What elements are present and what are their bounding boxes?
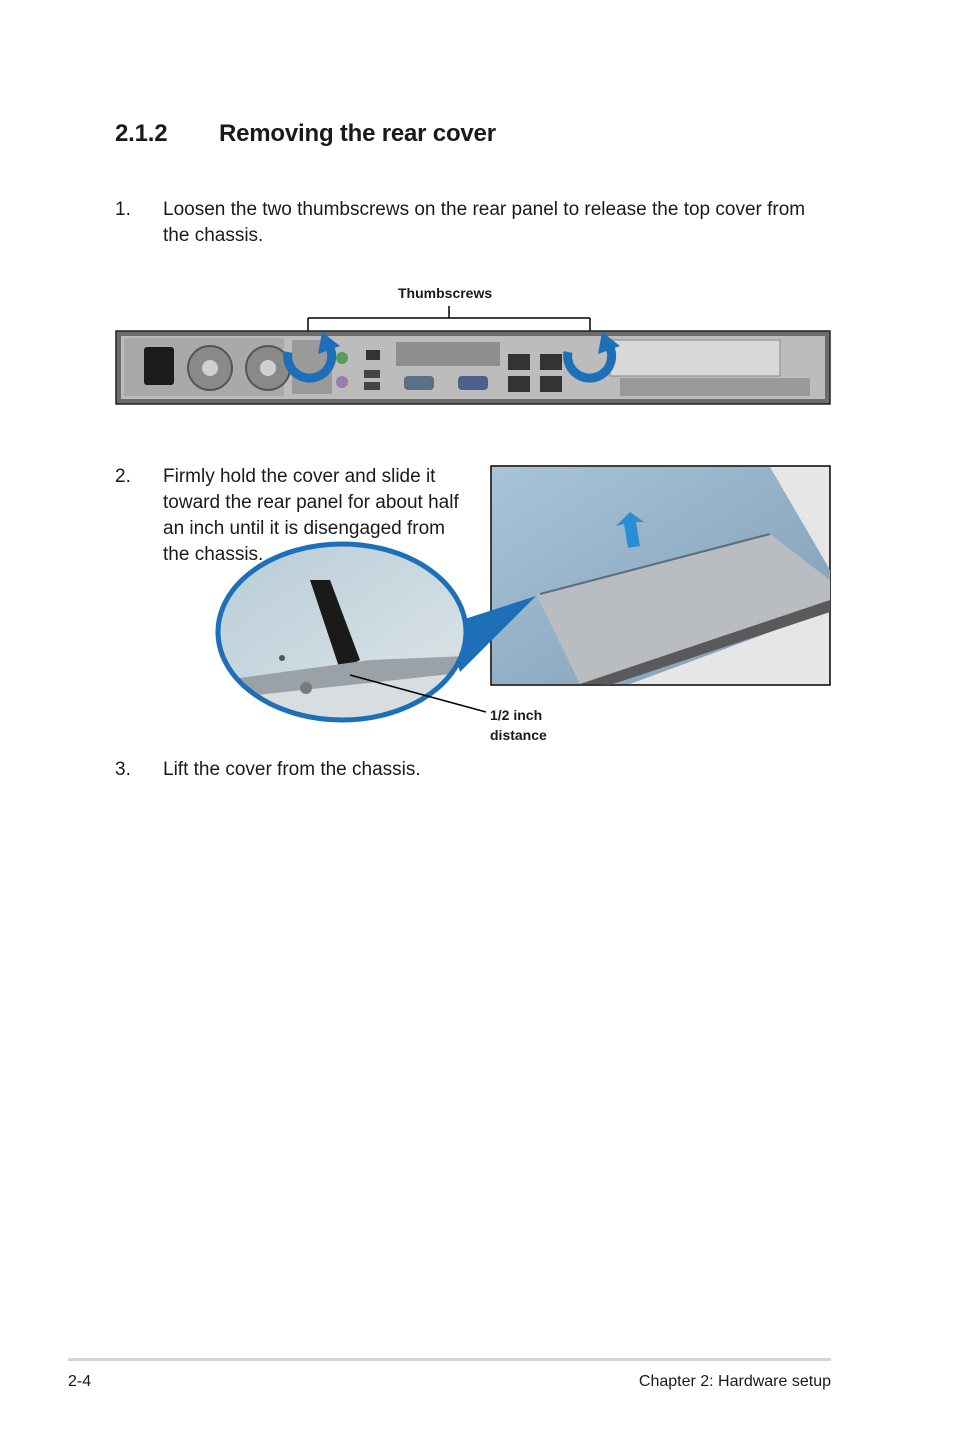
section-number: 2.1.2 <box>115 120 168 147</box>
step-text-line: an inch until it is disengaged from <box>163 518 445 539</box>
chapter-title: Chapter 2: Hardware setup <box>638 1373 831 1390</box>
step-text-line: Loosen the two thumbscrews on the rear panel to release the top cover from <box>163 199 806 220</box>
step-text-line: Firmly hold the cover and slide it <box>163 466 436 487</box>
step-number: 1. <box>115 199 131 220</box>
distance-label-line: distance <box>490 727 547 743</box>
section-heading <box>115 120 496 148</box>
thumbscrews-label: Thumbscrews <box>398 285 493 301</box>
rear-panel-figure <box>110 300 840 410</box>
page-number: 2-4 <box>68 1373 92 1390</box>
distance-label-line: 1/2 inch <box>490 707 543 723</box>
section-title: Removing the rear cover <box>219 120 496 147</box>
step-text-line: the chassis. <box>163 544 264 565</box>
step-text-line: Lift the cover from the chassis. <box>163 759 421 780</box>
step-text-line: the chassis. <box>163 225 264 246</box>
step-text-line: toward the rear panel for about half <box>163 492 459 513</box>
step-1 <box>115 197 835 249</box>
step-3 <box>115 757 835 783</box>
step-number: 2. <box>115 466 131 487</box>
distance-label <box>490 705 547 745</box>
step-number: 3. <box>115 759 131 780</box>
footer-divider <box>68 1358 831 1361</box>
